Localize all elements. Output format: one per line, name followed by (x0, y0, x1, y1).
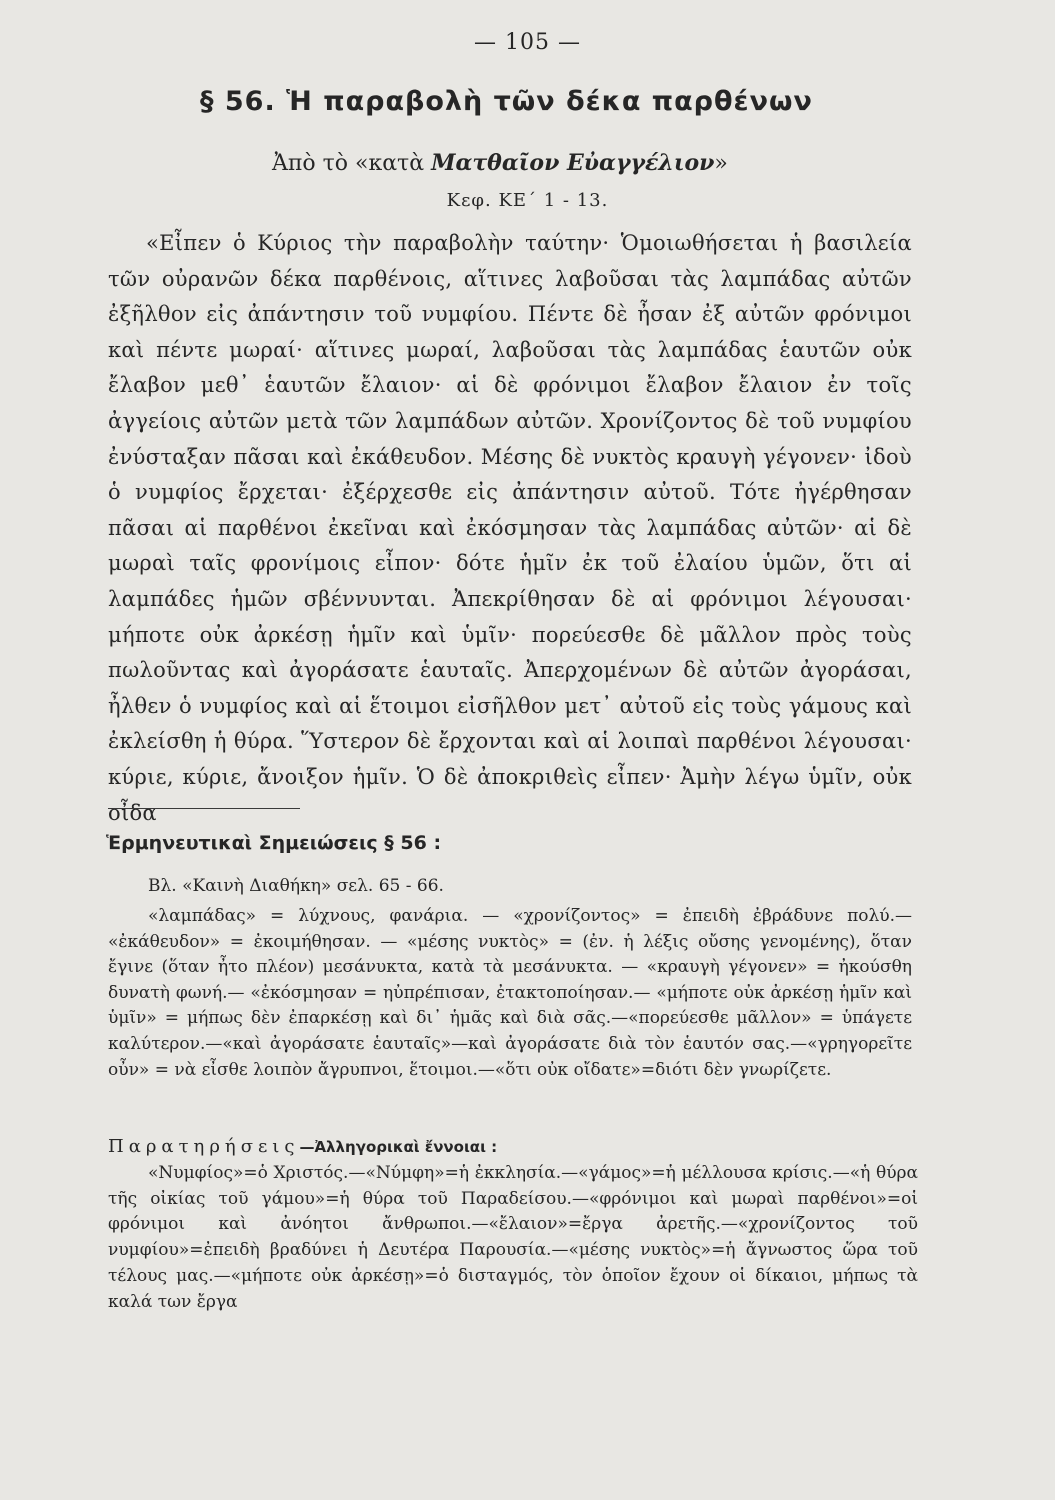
gospel-source-suffix: » (714, 151, 728, 176)
remarks-section (108, 1134, 918, 1316)
gospel-source-prefix: Ἀπὸ τὸ «κατὰ (272, 151, 432, 176)
parable-text: «Εἶπεν ὁ Κύριος τὴν παραβολὴν ταύτην· Ὁμοιωθήσεται ἡ βασιλεία τῶν οὐρανῶν δέκα παρθένοις, αἵτινες λαβοῦσαι τὰς λαμπάδας αὐτῶν ἐξῆλθον εἰς ἀπάντησιν τοῦ νυμφίου. Πέντε δὲ ἦσαν ἐξ αὐτῶν φρόνιμοι καὶ πέντε μωραί· αἵτινες μωραί, λαβοῦσαι τὰς λαμπάδας ἑαυτῶν οὐκ ἔλαβον μεθ᾽ ἑαυτῶν ἔλαιον· αἱ δὲ φρόνιμοι ἔλαβον ἔλαιον ἐν τοῖς ἀγγείοις αὐτῶν μετὰ τῶν λαμπάδων αὐτῶν. Χρονίζοντος δὲ τοῦ νυμφίου ἐνύσταξαν πᾶσαι καὶ ἐκάθευδον. Μέσης δὲ νυκτὸς κραυγὴ γέγονεν· ἰδοὺ ὁ νυμφίος ἔρχεται· ἐξέρχεσθε εἰς ἀπάντησιν αὐτοῦ. Τότε ἠγέρθησαν πᾶσαι αἱ παρθένοι ἐκεῖναι καὶ ἐκόσμησαν τὰς λαμπάδας αὐτῶν· αἱ δὲ μωραὶ ταῖς φρονίμοις εἶπον· δότε ἡμῖν ἐκ τοῦ ἐλαίου ὑμῶν, ὅτι αἱ λαμπάδες ἡμῶν σβέννυνται. Ἀπεκρίθησαν δὲ αἱ φρόνιμοι λέγουσαι· μήποτε οὐκ ἀρκέσῃ ἡμῖν καὶ ὑμῖν· πορεύεσθε δὲ μᾶλλον πρὸς τοὺς πωλοῦντας καὶ ἀγοράσατε ἑαυταῖς. Ἀπερχομένων δὲ αὐτῶν ἀγοράσαι, ἦλθεν ὁ νυμφίος καὶ αἱ ἕτοιμοι εἰσῆλθον μετ᾽ αὐτοῦ εἰς τοὺς γάμους καὶ ἐκλείσθη ἡ θύρα. Ὕστερον δὲ ἔρχονται καὶ αἱ λοιπαὶ παρθένοι λέγουσαι· κύριε, κύριε, ἄνοιξον ἡμῖν. Ὁ δὲ ἀποκριθεὶς εἶπεν· Ἀμὴν λέγω ὑμῖν, οὐκ οἶδα (108, 231, 912, 825)
gospel-source (272, 150, 728, 176)
remarks-label: Παρατηρήσεις (108, 1136, 300, 1157)
notes-heading: Ἑρμηνευτικαὶ Σημειώσεις § 56 : (106, 832, 442, 854)
remarks-sublabel: —Ἀλληγορικαὶ ἔννοιαι : (299, 1138, 498, 1156)
notes-reference: Βλ. «Καινὴ Διαθήκη» σελ. 65 - 66. (148, 876, 444, 896)
section-title: § 56. Ἡ παραβολὴ τῶν δέκα παρθένων (200, 86, 813, 117)
gospel-name: Ματθαῖον Εὐαγγέλιον (431, 150, 715, 176)
page-number: — 105 — (474, 30, 581, 55)
remarks-body: «Νυμφίος»=ὁ Χριστός.—«Νύμφη»=ἡ ἐκκλησία.—«γάμος»=ἡ μέλλουσα κρίσις.—«ἡ θύρα τῆς οἰκίας τοῦ γάμου»=ἡ θύρα τοῦ Παραδείσου.—«φρόνιμοι καὶ μωραὶ παρθένοι»=οἱ φρόνιμοι καὶ ἀνόητοι ἄνθρωποι.—«ἔλαιον»=ἔργα ἀρετῆς.—«χρονίζοντος τοῦ νυμφίου»=ἐπειδὴ βραδύνει ἡ Δευτέρα Παρουσία.—«μέσης νυκτὸς»=ἡ ἄγνωστος ὥρα τοῦ τέλους μας.—«μήποτε οὐκ ἀρκέσῃ»=ὁ δισταγμός, τὸν ὁποῖον ἔχουν οἱ δίκαιοι, μήπως τὰ καλά των ἔργα (108, 1162, 918, 1312)
notes-body: «λαμπάδας» = λύχνους, φανάρια. — «χρονίζοντος» = ἐπειδὴ ἐβράδυνε πολύ.— «ἐκάθευδον» = ἐκοιμήθησαν. — «μέσης νυκτὸς» = (ἐν. ἡ λέξις οὔσης γενομένης), ὅταν ἔγινε (ὅταν ἦτο πλέον) μεσάνυκτα, κατὰ τὰ μεσάνυκτα. — «κραυγὴ γέγονεν» = ἠκούσθη δυνατὴ φωνή.— «ἐκόσμησαν = ηὐπρέπισαν, ἐτακτοποίησαν.— «μήποτε οὐκ ἀρκέσῃ ἡμῖν καὶ ὑμῖν» = μήπως δὲν ἐπαρκέσῃ καὶ δι᾽ ἡμᾶς καὶ διὰ σᾶς.—«πορεύεσθε μᾶλλον» = ὑπάγετε καλύτερον.—«καὶ ἀγοράσατε ἑαυταῖς»—καὶ ἀγοράσατε διὰ τὸν ἑαυτόν σας.—«γρηγορεῖτε οὖν» = νὰ εἶσθε λοιπὸν ἄγρυπνοι, ἕτοιμοι.—«ὅτι οὐκ οἴδατε»=διότι δὲν γνωρίζετε. (108, 906, 912, 1080)
footnote-divider (108, 808, 300, 809)
chapter-reference: Κεφ. ΚΕ΄ 1 - 13. (446, 190, 609, 211)
